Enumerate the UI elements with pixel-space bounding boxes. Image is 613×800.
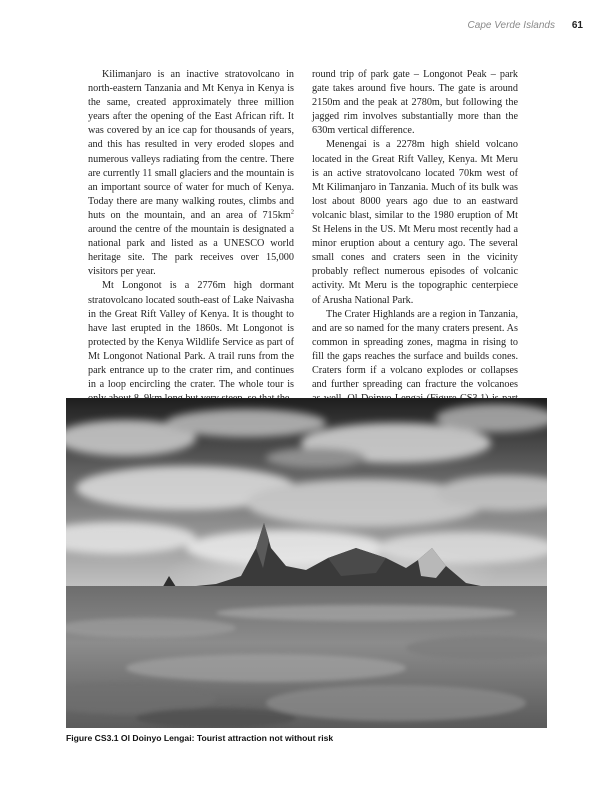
left-column bbox=[88, 68, 294, 406]
paragraph-crater-highlands: The Crater Highlands are a region in Tanzania, and are so named for the many craters present. As common in spreading zones, magma in rising to fill the gaps reaches the surface and builds cones. Craters form if a volcano explodes or collapses and further spreading can fracture the volcanoes bbox=[312, 308, 518, 391]
paragraph-longonot: Mt Longonot is a 2776m high dormant stratovolcano located south-east of Lake Naivasha in the Great Rift Valley of Kenya. It is thought to have last erupted in the 1860s. Mt Longonot is protected by the Kenya Wildlife Service as part of Mt Longonot National Park. A trail runs from the park entrance up to the crater rim, and continues in a loop encircling the crater. The whole tour is bbox=[88, 280, 294, 391]
paragraph-text-end: around the centre of the mountain is designated a national park and listed as a UNESCO world heritage site. The park receives over 15,000 visitors per year. bbox=[88, 224, 294, 278]
paragraph-longonot-continued: round trip of park gate – Longonot Peak – park gate takes around five hours. The gate is around 2150m and the peak at 2780m, but following the jagged rim involves substantially more than the 630m vertical difference. bbox=[312, 69, 518, 137]
paragraph-menengai: Menengai is a 2278m high shield volcano located in the Great Rift Valley, Kenya. Mt Meru is an active stratovolcano located 70km west of Mt Kilimanjaro in Tanzania. Much of its bulk was lost about 8000 years ago due to an eastward volcanic blast, similar to the 1980 eruption of Mt St Helens in the US. Mt Meru most recently had a minor eruption about a century ago. The several small cones and craters seen in the vicinity probably reflect numerous episodes of volcanic activity. Mt Meru is the topographic centerpiece of Arusha National Park. bbox=[312, 139, 518, 306]
right-column bbox=[312, 68, 518, 420]
running-header bbox=[0, 20, 613, 36]
paragraph-kilimanjaro bbox=[88, 68, 294, 279]
figure-photo-ol-doinyo-lengai bbox=[66, 398, 547, 728]
section-title: Cape Verde Islands bbox=[467, 20, 555, 31]
page-number: 61 bbox=[571, 20, 583, 31]
figure-caption: Figure CS3.1 Ol Doinyo Lengai: Tourist attraction not without risk bbox=[66, 733, 334, 743]
paragraph-text: Kilimanjaro is an inactive stratovolcano in north-eastern Tanzania and Mt Kenya in Kenya is the same, created approximately three million years after the opening of the East African rift. It was covered by an ice cap for thousands of years, and this has resulted in very eroded slopes and numerous valleys radiating from the centre. There are currently 11 small glaciers and the mountain is an important source of water for much of Kenya. Today there are many walking routes, climbs and huts on the mountain, and an area of 715km bbox=[88, 69, 294, 221]
superscript: 2 bbox=[290, 208, 294, 216]
